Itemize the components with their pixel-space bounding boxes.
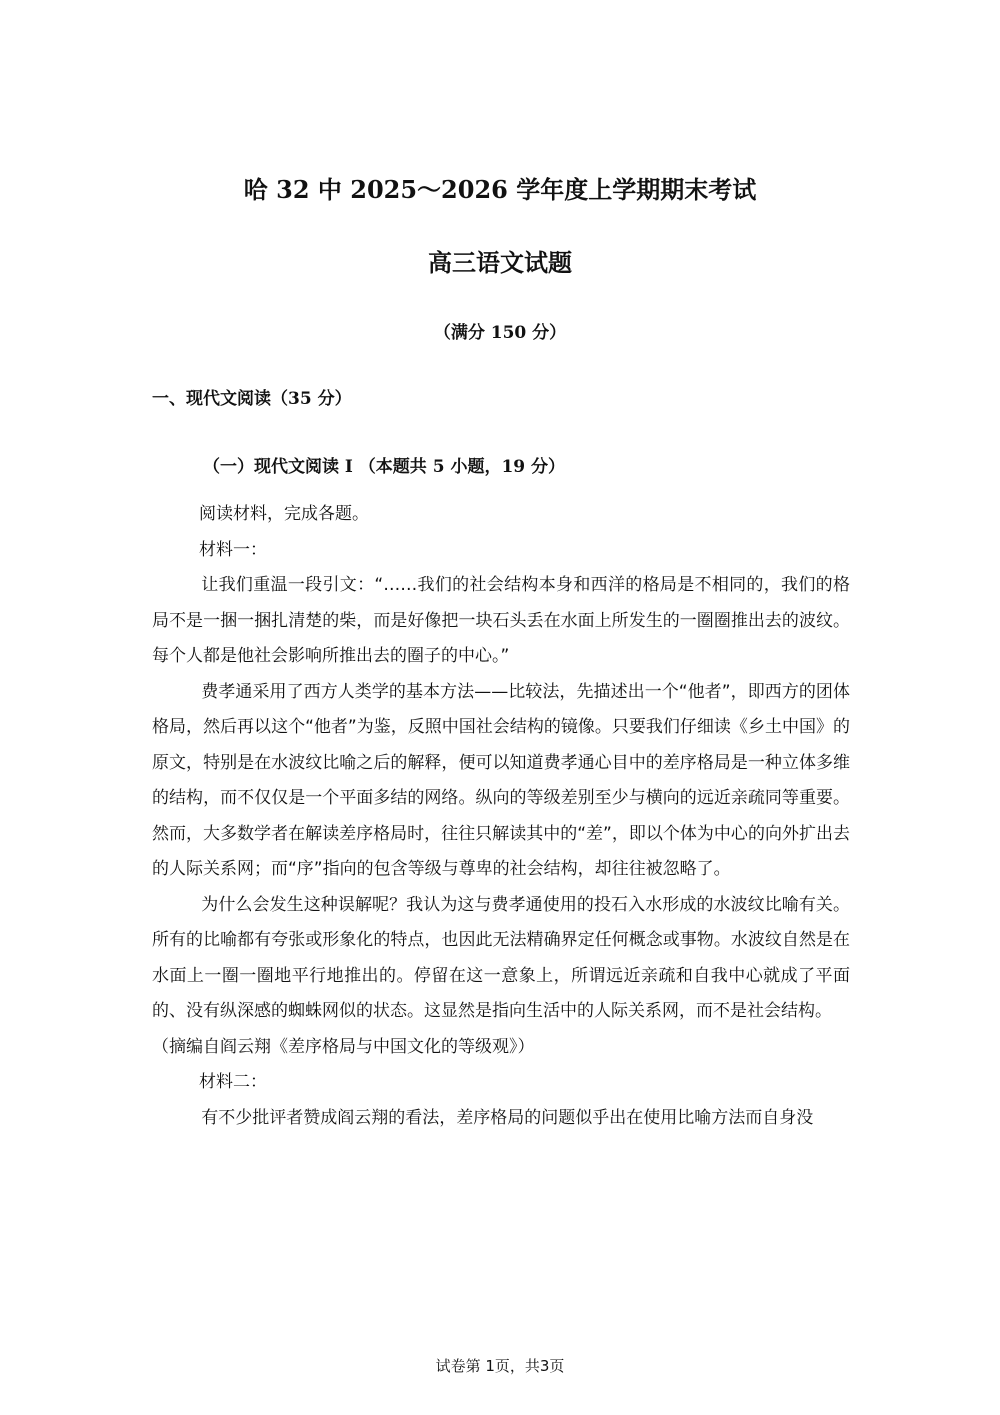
reading-body bbox=[152, 497, 850, 1136]
exam-title: 哈 32 中 2025～2026 学年度上学期期末考试 bbox=[243, 175, 757, 204]
paper-title: 高三语文试题 bbox=[428, 248, 572, 277]
material-one-label: 材料一： bbox=[199, 539, 267, 560]
reading-instruction: 阅读材料，完成各题。 bbox=[199, 504, 369, 524]
material-two-paragraph-1: 有不少批评者赞成阎云翔的看法，差序格局的问题似乎出在使用比喻方法而自身没 bbox=[201, 1107, 814, 1128]
page-footer: 试卷第 1页，共3页 bbox=[435, 1357, 565, 1375]
material-two-label: 材料二： bbox=[199, 1072, 267, 1092]
total-score: （满分 150 分） bbox=[433, 323, 567, 343]
material-one-paragraph-2: 费孝通采用了西方人类学的基本方法——比较法，先描述出一个“他者”，即西方的团体格局，然后再以这个“他者”为鉴，反照中国社会结构的镜像。只要我们仔细读《乡土中国》的原文，特别是在水波纹比喻之后的解释，便可以知道费孝通心目中的差序格局是一种立体多维的结构，而不仅仅是一个平面多结的网络。纵向的等级差别至少与横向的远近亲疏同等重要。然而，大多数学者在解读差序格局时，往往只解读其中的“差”，即以个体为中心的向外扩出去的人际关系网；而“序”指向的包含等级与尊卑的社会结构，却往往被忽略了。 bbox=[152, 681, 850, 879]
material-one-paragraph-1: 让我们重温一段引文：“……我们的社会结构本身和西洋的格局是不相同的，我们的格局不是一捆一捆扎清楚的柴，而是好像把一块石头丢在水面上所发生的一圈圈推出去的波纹。每个人都是他社会影响所推出去的圈子的中心。” bbox=[152, 575, 850, 666]
material-one-paragraph-3: 为什么会发生这种误解呢？我认为这与费孝通使用的投石入水形成的水波纹比喻有关。所有的比喻都有夸张或形象化的特点，也因此无法精确界定任何概念或事物。水波纹自然是在水面上一圈一圈地平行地推出的。停留在这一意象上，所谓远近亲疏和自我中心就成了平面的、没有纵深感的蜘蛛网似的状态。这显然是指向生活中的人际关系网，而不是社会结构。 bbox=[152, 894, 850, 1021]
subsection-heading: （一）现代文阅读 I （本题共 5 小题，19 分） bbox=[203, 457, 566, 477]
material-one-source: （摘编自阎云翔《差序格局与中国文化的等级观》） bbox=[152, 1036, 535, 1057]
section-heading: 一、现代文阅读（35 分） bbox=[152, 389, 352, 409]
